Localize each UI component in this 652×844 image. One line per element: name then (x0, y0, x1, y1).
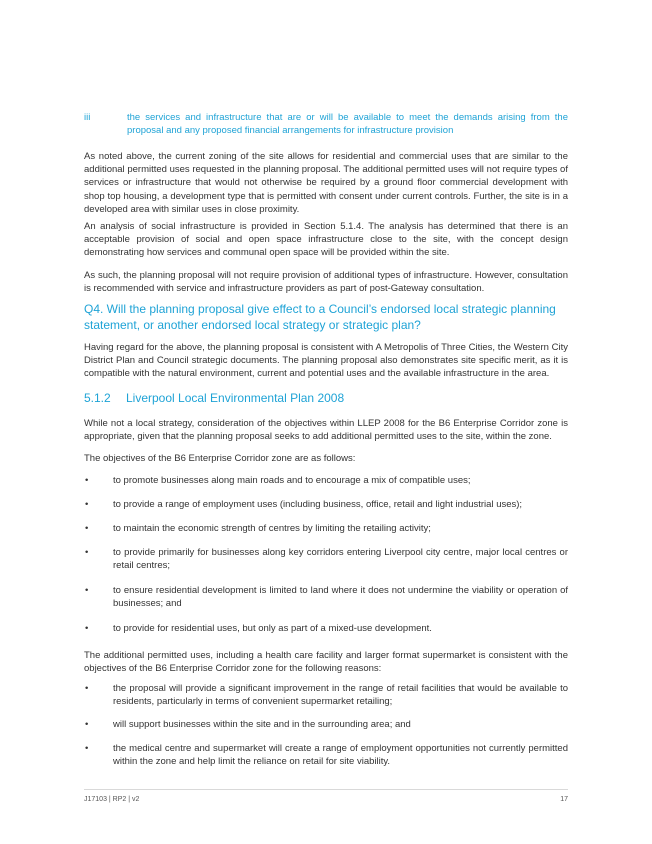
reason-item (84, 718, 568, 731)
body-paragraph: An analysis of social infrastructure is provided in Section 5.1.4. The analysis has determined that there is an acceptable provision of social and open space infrastructure close to the site, with the concept design demonstrating how services and communal open space will be provided within the site. (84, 221, 568, 259)
document-page (84, 0, 568, 844)
bullet-icon: • (85, 499, 89, 510)
criterion-item (84, 111, 568, 137)
objective-text: to provide for residential uses, but only as part of a mixed-use development. (113, 623, 432, 634)
objective-text: to provide primarily for businesses along key corridors entering Liverpool city centre, major local centres or retail centres; (113, 547, 568, 572)
reason-item (84, 682, 568, 708)
bullet-icon: • (85, 683, 89, 694)
objective-text: to promote businesses along main roads and to encourage a mix of compatible uses; (113, 475, 471, 486)
bullet-icon: • (85, 623, 89, 634)
bullet-icon: • (85, 585, 89, 596)
bullet-icon: • (85, 743, 89, 754)
page-number: 17 (560, 796, 568, 803)
criterion-numeral: iii (84, 112, 91, 123)
reasons-lead: The additional permitted uses, including a health care facility and larger format supermarket is consistent with the objectives of the B6 Enterprise Corridor zone for the following reasons: (84, 650, 568, 675)
body-paragraph: As noted above, the current zoning of the site allows for residential and commercial uses that are similar to the additional permitted uses requested in the planning proposal. The additional permitted uses will not require types of services or infrastructure that would not otherwise be required by a ground floor commercial development with shop top housing, a development type that is permitted with consent under current controls. Further, the site is in a developed area with similar uses in close proximity. (84, 151, 568, 215)
bullet-icon: • (85, 547, 89, 558)
body-paragraph: As such, the planning proposal will not require provision of additional types of infrastructure. However, consultation is recommended with service and infrastructure providers as part of post-Gateway consultation. (84, 270, 568, 295)
document-reference: J17103 | RP2 | v2 (84, 796, 140, 803)
section-heading (84, 391, 568, 406)
objective-text: to maintain the economic strength of centres by limiting the retailing activity; (113, 523, 431, 534)
objective-item (84, 584, 568, 610)
objective-item (84, 546, 568, 572)
reason-text: the proposal will provide a significant improvement in the range of retail facilities that would be available to residents, particularly in terms of convenient supermarket retailing; (113, 683, 568, 708)
section-title: Liverpool Local Environmental Plan 2008 (126, 391, 345, 405)
bullet-icon: • (85, 475, 89, 486)
reason-text: will support businesses within the site and in the surrounding area; and (113, 719, 411, 730)
reason-item (84, 742, 568, 768)
objective-item (84, 522, 568, 535)
objective-item (84, 622, 568, 635)
section-number: 5.1.2 (84, 391, 111, 405)
bullet-icon: • (85, 719, 89, 730)
objective-item (84, 498, 568, 511)
objectives-lead: The objectives of the B6 Enterprise Corridor zone are as follows: (84, 453, 356, 464)
question-heading: Q4. Will the planning proposal give effect to a Council’s endorsed local strategic planning statement, or another endorsed local strategy or strategic plan? (84, 302, 556, 332)
reason-text: the medical centre and supermarket will create a range of employment opportunities not currently permitted within the zone and help limit the reliance on retail for site viability. (113, 743, 568, 768)
page-footer (84, 789, 568, 803)
objective-text: to ensure residential development is limited to land where it does not undermine the viability or operation of businesses; and (113, 585, 568, 610)
criterion-text: the services and infrastructure that are or will be available to meet the demands arising from the proposal and any proposed financial arrangements for infrastructure provision (127, 112, 568, 137)
objective-text: to provide a range of employment uses (including business, office, retail and light industrial uses); (113, 499, 523, 510)
objective-item (84, 474, 568, 487)
bullet-icon: • (85, 523, 89, 534)
section-intro: While not a local strategy, consideration of the objectives within LLEP 2008 for the B6 Enterprise Corridor zone is appropriate, given that the planning proposal seeks to add additional permitted uses to the site, within the zone. (84, 418, 568, 443)
question-answer: Having regard for the above, the planning proposal is consistent with A Metropolis of Three Cities, the Western City District Plan and Council strategic documents. The planning proposal also demonstrates site specific merit, as it is compatible with the natural environment, current and potential uses and the available infrastructure in the area. (84, 342, 568, 380)
